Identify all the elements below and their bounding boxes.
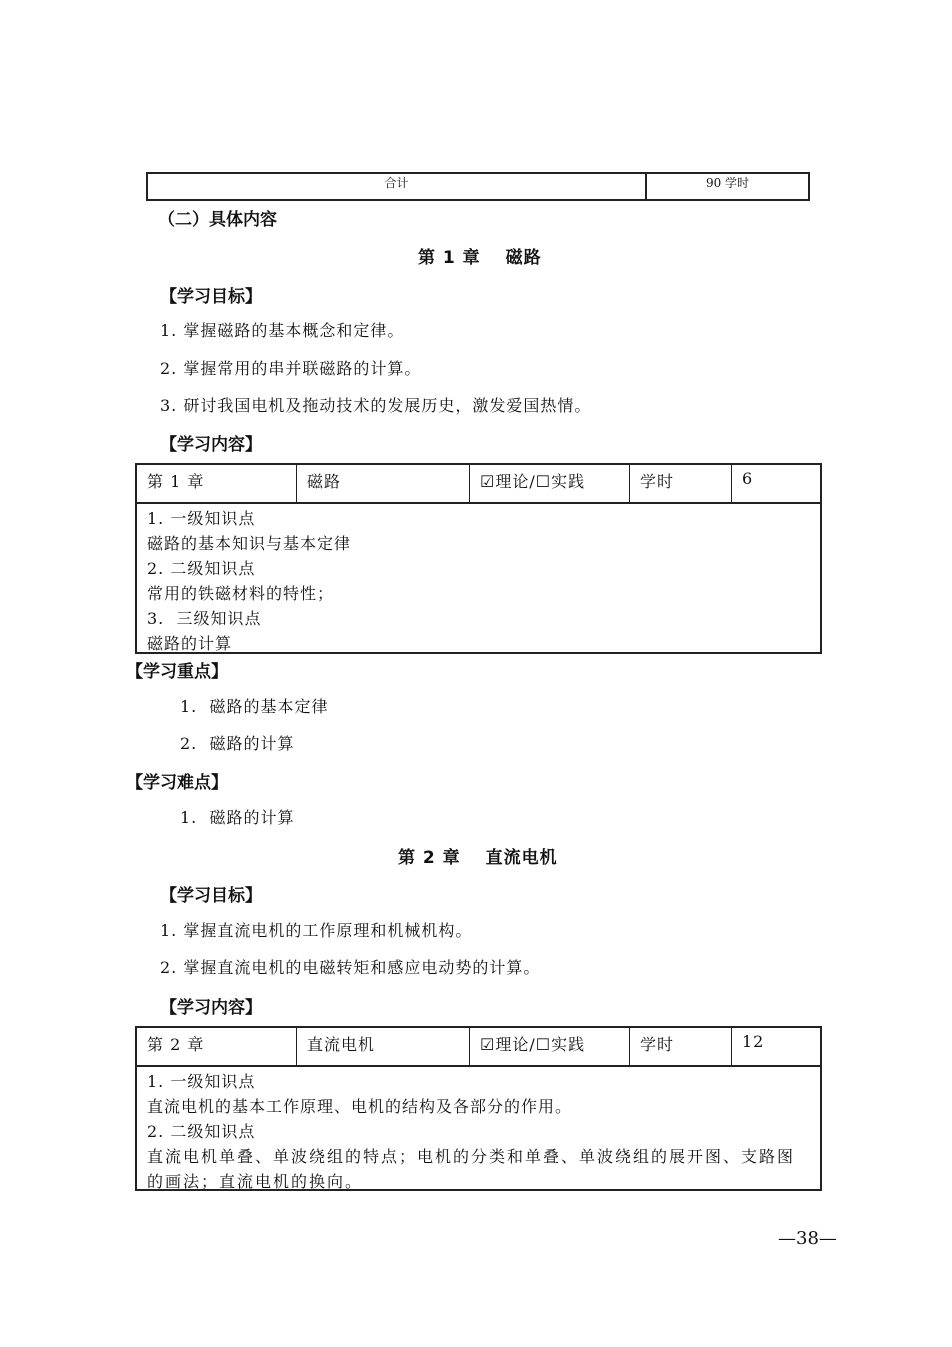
chapter1-table-hours: 6: [742, 469, 754, 488]
chapter1-goal-2: 2. 掌握常用的串并联磁路的计算。: [160, 359, 422, 378]
chapter2-table-header: [137, 1028, 820, 1067]
chapter1-goal-3: 3. 研讨我国电机及拖动技术的发展历史，激发爱国热情。: [160, 396, 592, 415]
chapter2-line-2: 直流电机的基本工作原理、电机的结构及各部分的作用。: [147, 1097, 573, 1116]
chapter2-goal-2: 2. 掌握直流电机的电磁转矩和感应电动势的计算。: [160, 958, 541, 977]
chapter2-goals-heading: 【学习目标】: [160, 886, 262, 906]
chapter1-content-heading: 【学习内容】: [160, 435, 262, 455]
chapter1-table-name: 磁路: [297, 465, 470, 502]
chapter2-table-content: [137, 1067, 820, 1196]
summary-value: 90 学时: [705, 176, 750, 190]
chapter1-table: [135, 463, 822, 654]
chapter1-table-content: [137, 504, 820, 658]
section-title: （二）具体内容: [158, 210, 277, 230]
chapter1-line-5: 3. 三级知识点: [147, 609, 262, 628]
chapter1-difficult-heading: 【学习难点】: [126, 773, 228, 793]
summary-table: [146, 172, 810, 201]
chapter1-title: 第 1 章 磁路: [418, 248, 542, 268]
chapter2-goal-1: 1. 掌握直流电机的工作原理和机械机构。: [160, 921, 473, 940]
chapter1-table-type: ☑理论/☐实践: [470, 465, 630, 502]
chapter2-title: 第 2 章 直流电机: [398, 848, 558, 868]
chapter1-line-6: 磁路的计算: [147, 634, 233, 653]
chapter1-goals-heading: 【学习目标】: [160, 287, 262, 307]
chapter1-key-point-1: 1. 磁路的基本定律: [180, 697, 329, 716]
chapter1-line-2: 磁路的基本知识与基本定律: [147, 534, 352, 553]
chapter2-line-1: 1. 一级知识点: [147, 1072, 256, 1091]
chapter1-table-header: [137, 465, 820, 504]
chapter2-content-heading: 【学习内容】: [160, 998, 262, 1018]
chapter1-goal-1: 1. 掌握磁路的基本概念和定律。: [160, 321, 405, 340]
chapter2-table-name: 直流电机: [297, 1028, 470, 1065]
chapter2-table: [135, 1026, 822, 1191]
chapter2-table-type: ☑理论/☐实践: [470, 1028, 630, 1065]
chapter1-line-4: 常用的铁磁材料的特性；: [147, 584, 335, 603]
chapter1-key-heading: 【学习重点】: [126, 662, 228, 682]
chapter1-table-chapter: 第 1 章: [137, 465, 297, 502]
summary-label: 合计: [148, 174, 647, 199]
chapter2-line-4: 直流电机单叠、单波绕组的特点；电机的分类和单叠、单波绕组的展开图、支路图的画法；直流电机的换向。: [147, 1147, 796, 1191]
chapter1-table-hours-label: 学时: [630, 465, 732, 502]
chapter2-table-hours: 12: [742, 1032, 765, 1051]
chapter2-table-hours-label: 学时: [630, 1028, 732, 1065]
chapter2-table-chapter: 第 2 章: [137, 1028, 297, 1065]
chapter1-key-point-2: 2. 磁路的计算: [180, 734, 295, 753]
chapter1-difficult-point-1: 1. 磁路的计算: [180, 808, 295, 827]
chapter1-line-1: 1. 一级知识点: [147, 509, 256, 528]
chapter2-line-3: 2. 二级知识点: [147, 1122, 256, 1141]
chapter1-line-3: 2. 二级知识点: [147, 559, 256, 578]
page-number: —38—: [778, 1228, 837, 1249]
